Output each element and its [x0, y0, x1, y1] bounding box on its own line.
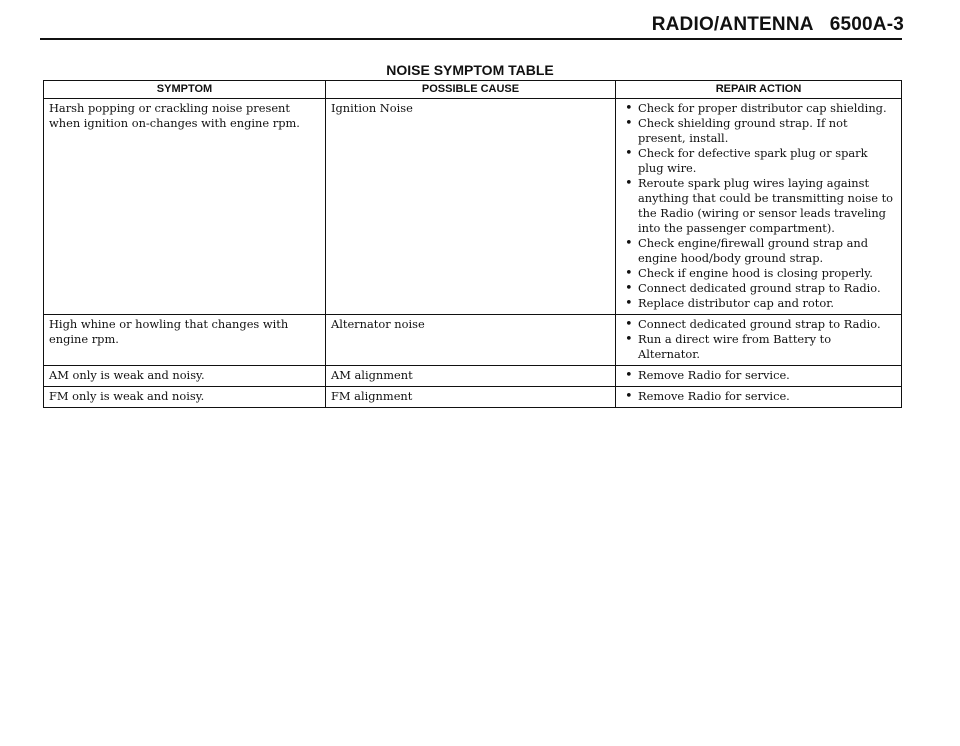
repair-action-cell — [616, 99, 902, 315]
cause-cell: FM alignment — [326, 387, 616, 408]
repair-action-list — [621, 389, 896, 404]
repair-action-cell — [616, 387, 902, 408]
repair-action-item: • Connect dedicated ground strap to Radio. — [621, 281, 896, 296]
table-title: NOISE SYMPTOM TABLE — [386, 62, 554, 78]
table-header-row — [44, 81, 902, 99]
repair-action-list — [621, 101, 896, 311]
repair-action-list — [621, 368, 896, 383]
column-header-symptom: SYMPTOM — [44, 81, 326, 99]
repair-action-item: • Connect dedicated ground strap to Radio. — [621, 317, 896, 332]
repair-action-item: • Remove Radio for service. — [621, 368, 896, 383]
repair-action-item: • Run a direct wire from Battery to Alternator. — [621, 332, 896, 362]
cause-cell: Alternator noise — [326, 315, 616, 366]
column-header-possible-cause: POSSIBLE CAUSE — [326, 81, 616, 99]
repair-action-item: • Reroute spark plug wires laying against anything that could be transmitting noise to the Radio (wiring or sensor leads traveling into the passenger compartment). — [621, 176, 896, 236]
repair-action-list — [621, 317, 896, 362]
repair-action-cell — [616, 315, 902, 366]
repair-action-item: • Check for proper distributor cap shielding. — [621, 101, 896, 116]
repair-action-item: • Remove Radio for service. — [621, 389, 896, 404]
symptom-cell: High whine or howling that changes with engine rpm. — [44, 315, 326, 366]
table-row — [44, 387, 902, 408]
symptom-cell: FM only is weak and noisy. — [44, 387, 326, 408]
header-rule — [40, 38, 902, 40]
repair-action-item: • Check shielding ground strap. If not present, install. — [621, 116, 896, 146]
section-title: RADIO/ANTENNA — [651, 14, 814, 35]
column-header-repair-action: REPAIR ACTION — [616, 81, 902, 99]
symptom-cell: Harsh popping or crackling noise present when ignition on-changes with engine rpm. — [44, 99, 326, 315]
symptom-cell: AM only is weak and noisy. — [44, 366, 326, 387]
page-code: 6500A-3 — [829, 14, 904, 35]
repair-action-cell — [616, 366, 902, 387]
table-row — [44, 315, 902, 366]
noise-symptom-table — [43, 80, 902, 408]
repair-action-item: • Check for defective spark plug or spark plug wire. — [621, 146, 896, 176]
page-header — [652, 14, 904, 36]
table-row — [44, 99, 902, 315]
cause-cell: AM alignment — [326, 366, 616, 387]
repair-action-item: • Check engine/firewall ground strap and engine hood/body ground strap. — [621, 236, 896, 266]
table-row — [44, 366, 902, 387]
cause-cell: Ignition Noise — [326, 99, 616, 315]
repair-action-item: • Replace distributor cap and rotor. — [621, 296, 896, 311]
repair-action-item: • Check if engine hood is closing properly. — [621, 266, 896, 281]
